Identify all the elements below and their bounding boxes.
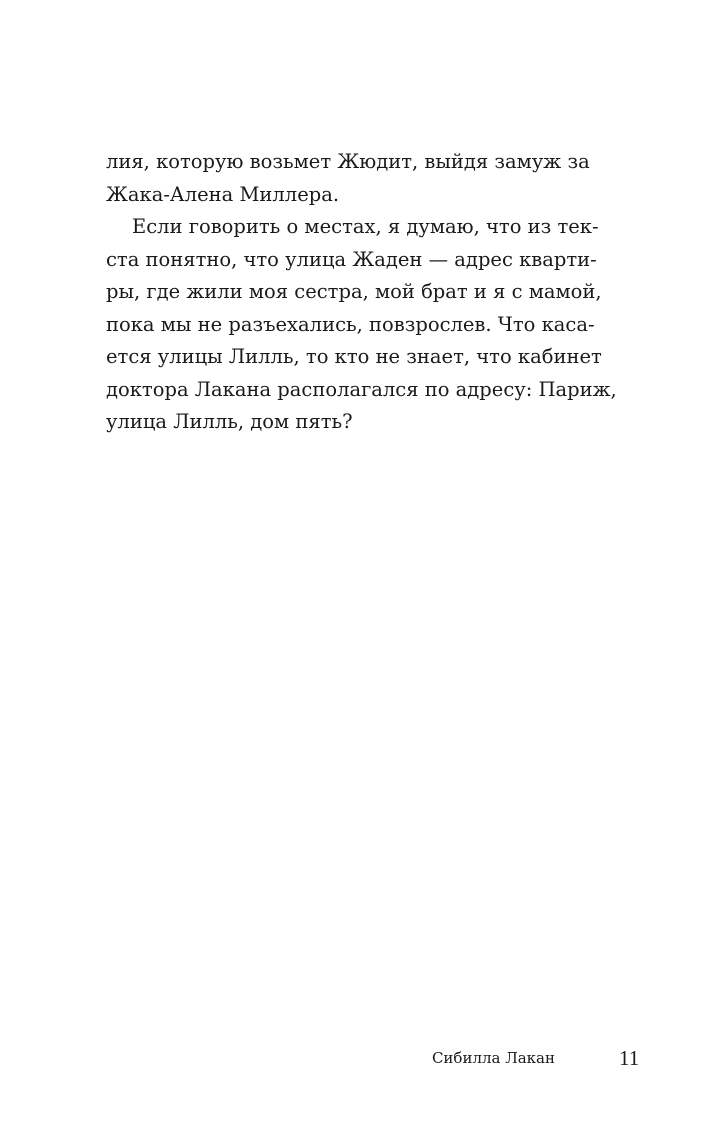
text-line: улица Лилль, дом пять?: [106, 410, 353, 433]
running-title: Сибилла Лакан: [431, 1049, 555, 1067]
text-line: ста понятно, что улица Жаден — адрес кварти-: [106, 247, 597, 271]
text-line: ется улицы Лилль, то кто не знает, что кабинет: [106, 345, 602, 368]
text-line: Жака-Алена Миллера.: [106, 182, 340, 206]
text-line: Если говорить о местах, я думаю, что из тек-: [132, 215, 599, 238]
text-line: ры, где жили моя сестра, мой брат и я с мамой,: [106, 280, 602, 303]
text-line: пока мы не разъехались, повзрослев. Что каса-: [106, 312, 595, 336]
page-number: 11: [619, 1046, 640, 1070]
body-text: [106, 146, 617, 439]
page-footer: [0, 1045, 709, 1077]
text-line: лия, которую возьмет Жюдит, выйдя замуж за: [106, 150, 590, 173]
text-line: доктора Лакана располагался по адресу: Париж,: [106, 377, 617, 401]
